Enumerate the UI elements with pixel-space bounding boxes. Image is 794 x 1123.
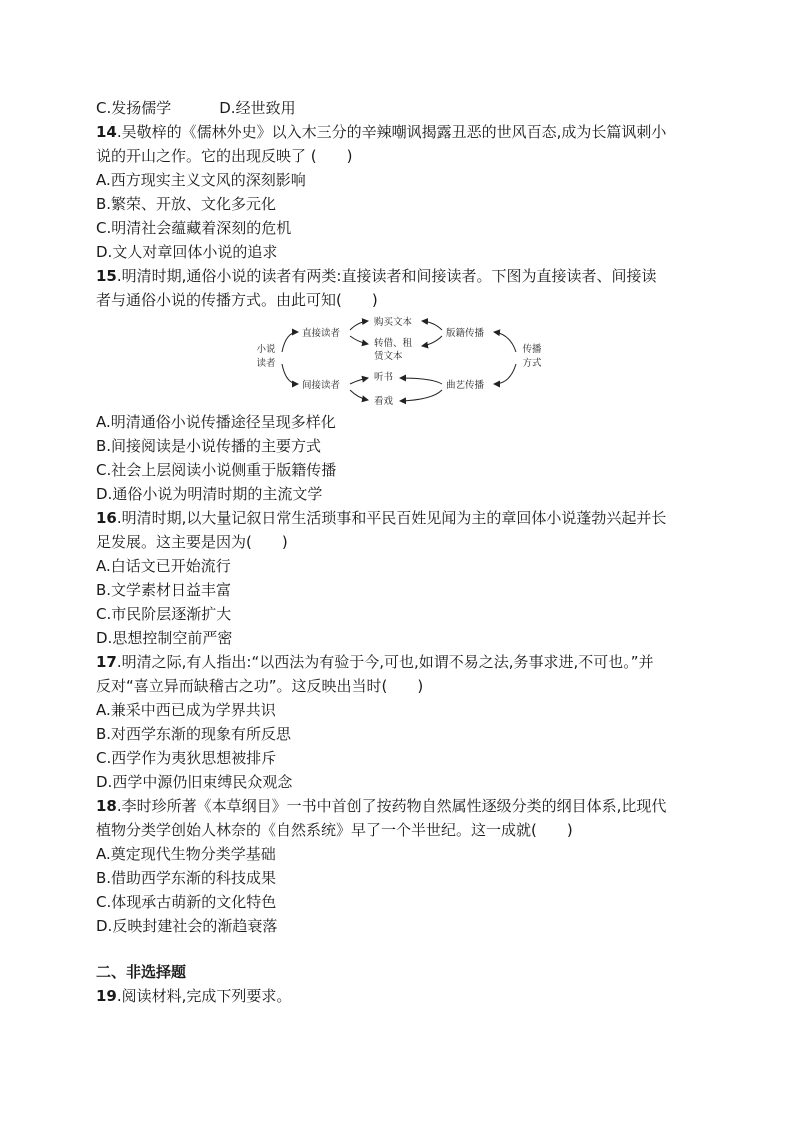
option-b: B.间接阅读是小说传播的主要方式 <box>96 437 322 455</box>
option-d: D.经世致用 <box>219 99 296 117</box>
option-d: D.思想控制空前严密 <box>96 629 233 647</box>
question-18 <box>96 794 700 938</box>
arrow-print-borrow <box>422 336 442 346</box>
option-a: A.西方现实主义文风的深刻影响 <box>96 171 306 189</box>
buy-text: 购买文本 <box>374 317 413 328</box>
section-title: 二、非选择题 <box>96 963 187 981</box>
option-d: D.通俗小说为明清时期的主流文学 <box>96 485 323 503</box>
option-b: B.文学素材日益丰富 <box>96 581 232 599</box>
arrow-mode-print <box>494 332 516 352</box>
option-a: A.奠定现代生物分类学基础 <box>96 845 276 863</box>
arrow-direct-borrow <box>350 336 368 344</box>
option-d: D.反映封建社会的渐趋衰落 <box>96 917 278 935</box>
options-row <box>96 96 700 120</box>
option-c: C.明清社会蕴藏着深刻的危机 <box>96 219 292 237</box>
borrow-text-2: 赁文本 <box>374 351 403 362</box>
arrow-mode-opera <box>494 364 516 384</box>
question-number: 14 <box>96 123 117 141</box>
borrow-text-1: 转借、租 <box>374 338 413 349</box>
option-c: C.体现承古萌新的文化特色 <box>96 893 277 911</box>
watch-text: 看戏 <box>374 396 394 406</box>
opera-spread: 曲艺传播 <box>446 380 485 391</box>
question-number: 15 <box>96 267 117 285</box>
arrow-direct-buy <box>350 321 368 330</box>
direct-reader: 直接读者 <box>302 328 341 339</box>
question-stem-cont: 植物分类学创始人林奈的《自然系统》早了一个半世纪。这一成就( ) <box>96 821 573 839</box>
option-c: C.发扬儒学 <box>96 99 172 117</box>
question-stem <box>96 506 700 530</box>
option-c: C.市民阶层逐渐扩大 <box>96 605 232 623</box>
reader-label-1: 小说 <box>256 344 276 355</box>
arrow-opera-watch <box>400 390 442 401</box>
option-c: C.社会上层阅读小说侧重于版籍传播 <box>96 461 337 479</box>
question-stem <box>96 120 700 144</box>
arrow-print-buy <box>422 321 442 330</box>
question-16 <box>96 506 700 650</box>
option-d: D.西学中源仍旧束缚民众观念 <box>96 773 293 791</box>
stem-text: .吴敬梓的《儒林外史》以入木三分的辛辣嘲讽揭露丑恶的世风百态,成为长篇讽刺小 <box>116 123 667 141</box>
question-stem <box>96 794 700 818</box>
option-a: A.明清通俗小说传播途径呈现多样化 <box>96 413 336 431</box>
reader-label-2: 读者 <box>256 358 276 369</box>
reader-diagram-svg <box>96 314 700 406</box>
option-c: C.西学作为夷狄思想被排斥 <box>96 749 277 767</box>
exam-page <box>96 96 700 1008</box>
print-spread: 版籍传播 <box>446 328 485 339</box>
stem-text: .明清时期,通俗小说的读者有两类:直接读者和间接读者。下图为直接读者、间接读 <box>116 267 657 285</box>
arrow-opera-listen <box>400 378 442 384</box>
question-15 <box>96 264 700 506</box>
stem-text: .明清之际,有人指出:“以西法为有验于今,可也,如谓不易之法,务事求进,不可也。”并 <box>116 653 654 671</box>
option-b: B.借助西学东渐的科技成果 <box>96 869 277 887</box>
option-a: A.白话文已开始流行 <box>96 557 231 575</box>
question-14 <box>96 120 700 264</box>
question-stem <box>96 264 700 288</box>
mode-label-1: 传播 <box>522 344 542 355</box>
stem-text: .阅读材料,完成下列要求。 <box>116 987 292 1005</box>
question-stem-cont: 反对“喜立异而缺稽古之功”。这反映出当时( ) <box>96 677 424 695</box>
option-a: A.兼采中西已成为学界共识 <box>96 701 276 719</box>
listen-text: 听书 <box>374 372 394 383</box>
question-stem <box>96 650 700 674</box>
arrow-indirect-listen <box>350 378 368 384</box>
question-number: 16 <box>96 509 117 527</box>
question-number: 19 <box>96 987 117 1005</box>
arrow-indirect-watch <box>350 390 368 400</box>
question-19 <box>96 984 700 1008</box>
stem-text: .明清时期,以大量记叙日常生活琐事和平民百姓见闻为主的章回体小说蓬勃兴起并长 <box>116 509 667 527</box>
question-stem-cont: 足发展。这主要是因为( ) <box>96 533 288 551</box>
mode-label-2: 方式 <box>522 358 542 369</box>
option-d: D.文人对章回体小说的追求 <box>96 243 278 261</box>
option-b: B.繁荣、开放、文化多元化 <box>96 195 277 213</box>
question-number: 18 <box>96 797 117 815</box>
indirect-reader: 间接读者 <box>302 380 341 391</box>
question-number: 17 <box>96 653 117 671</box>
question-17 <box>96 650 700 794</box>
arrow-reader-direct <box>282 332 298 352</box>
arrow-reader-indirect <box>282 364 298 384</box>
option-b: B.对西学东渐的现象有所反思 <box>96 725 292 743</box>
stem-text: .李时珍所著《本草纲目》一书中首创了按药物自然属性逐级分类的纲目体系,比现代 <box>116 797 667 815</box>
question-stem-cont: 者与通俗小说的传播方式。由此可知( ) <box>96 291 378 309</box>
reader-diagram <box>96 314 700 406</box>
question-stem-cont: 说的开山之作。它的出现反映了 ( ) <box>96 147 353 165</box>
